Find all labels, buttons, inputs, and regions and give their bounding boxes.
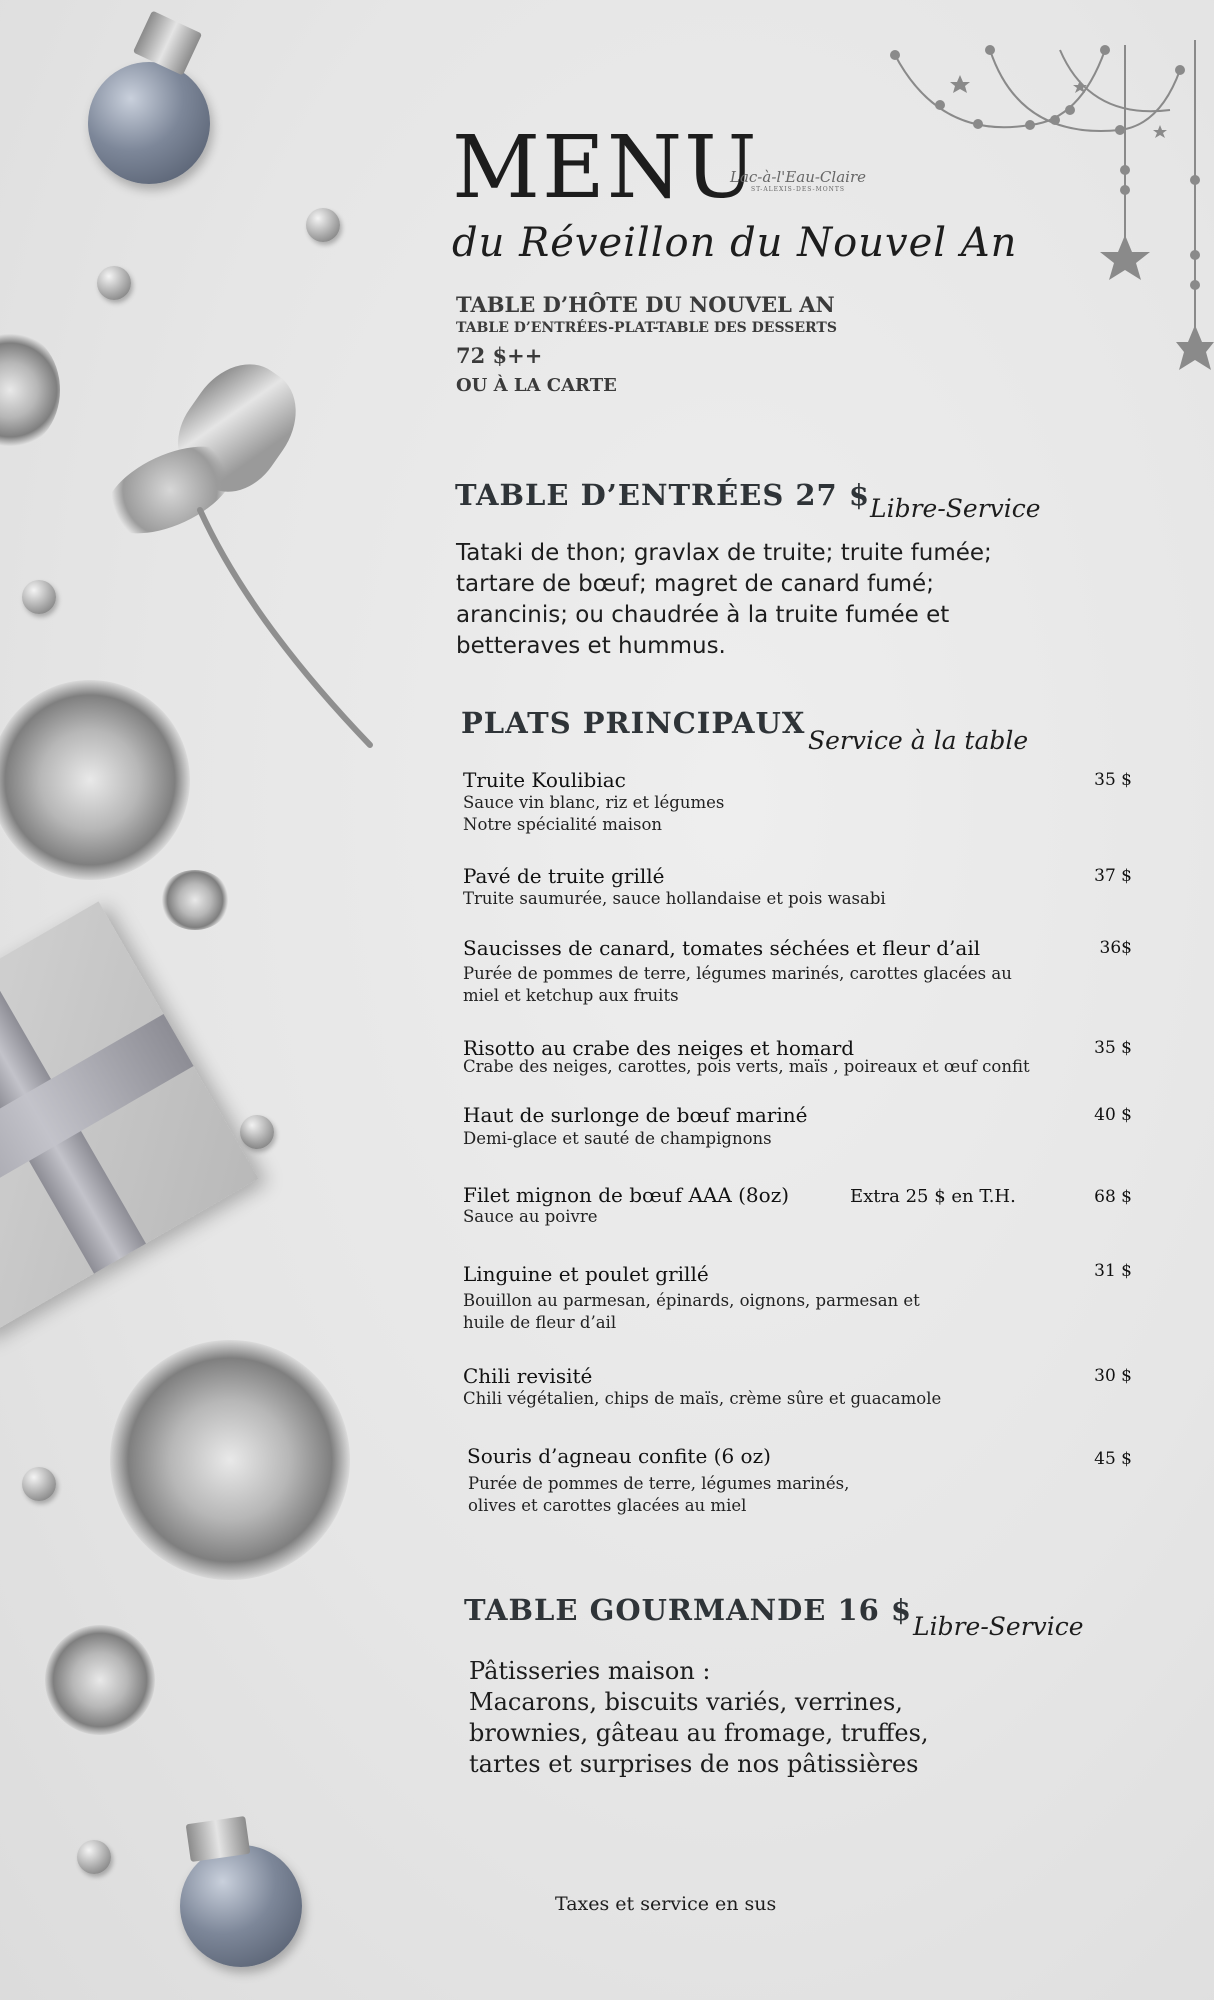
dish-name: Chili revisité <box>463 1364 593 1388</box>
dish-description <box>463 888 886 910</box>
logo-tagline: ST-ALEXIS-DES-MONTS <box>750 186 846 193</box>
pine-cone <box>160 870 230 930</box>
pine-cone <box>0 680 190 880</box>
taxes-footer: Taxes et service en sus <box>555 1893 777 1915</box>
dish-price: 35 $ <box>1094 770 1132 790</box>
desserts-title: TABLE GOURMANDE 16 $ <box>464 1593 913 1627</box>
dish-desc-line: Crabe des neiges, carottes, pois verts, maïs , poireaux et œuf confit <box>463 1057 1030 1076</box>
dish-description <box>463 963 1012 1007</box>
a-la-carte-label: OU À LA CARTE <box>456 375 617 396</box>
hanging-stars-decoration <box>880 30 1214 370</box>
dish-price: 68 $ <box>1094 1187 1132 1207</box>
restaurant-logo <box>730 168 866 193</box>
dish-name: Truite Koulibiac <box>463 768 626 792</box>
pine-cone <box>0 330 60 450</box>
dish-name: Risotto au crabe des neiges et homard <box>463 1036 855 1060</box>
table-dhote-heading: TABLE D’HÔTE DU NOUVEL AN <box>456 292 835 317</box>
entrees-line: betteraves et hummus. <box>456 633 726 659</box>
gift-box <box>0 901 259 1338</box>
pine-cone <box>110 1340 350 1580</box>
dish-description <box>463 1128 772 1150</box>
bead <box>306 208 340 242</box>
bead <box>240 1115 274 1149</box>
dish-extra-note: Extra 25 $ en T.H. <box>850 1186 1016 1207</box>
dish-desc-line: Sauce vin blanc, riz et légumes <box>463 793 725 812</box>
pine-cone <box>45 1625 155 1735</box>
desserts-line: Macarons, biscuits variés, verrines, <box>469 1688 903 1716</box>
desserts-line: brownies, gâteau au fromage, truffes, <box>469 1719 929 1747</box>
desserts-line: tartes et surprises de nos pâtissières <box>469 1750 919 1778</box>
dish-price: 36$ <box>1099 938 1132 958</box>
dish-description <box>463 792 724 836</box>
entrees-note: Libre-Service <box>870 494 1041 523</box>
mains-note: Service à la table <box>808 726 1029 755</box>
acorn-stem <box>190 500 390 760</box>
dish-desc-line: Bouillon au parmesan, épinards, oignons, parmesan et <box>463 1291 920 1310</box>
dish-desc-line: Sauce au poivre <box>463 1207 598 1226</box>
dish-name: Linguine et poulet grillé <box>463 1262 709 1286</box>
dish-desc-line: Purée de pommes de terre, légumes marinés, carottes glacées au <box>463 964 1012 983</box>
dish-desc-line: Purée de pommes de terre, légumes marinés, <box>468 1474 850 1493</box>
mains-title: PLATS PRINCIPAUX <box>461 706 806 740</box>
dish-price: 30 $ <box>1094 1366 1132 1386</box>
logo-name: Lac-à-l'Eau-Claire <box>730 168 866 186</box>
dish-desc-line: huile de fleur d’ail <box>463 1313 617 1332</box>
dish-name: Filet mignon de bœuf AAA (8oz) <box>463 1183 790 1207</box>
dish-desc-line: Notre spécialité maison <box>463 815 663 834</box>
bead <box>22 580 56 614</box>
bead <box>22 1467 56 1501</box>
dish-price: 31 $ <box>1094 1261 1132 1281</box>
dish-description <box>463 1206 597 1228</box>
dish-desc-line: Demi-glace et sauté de champignons <box>463 1129 772 1148</box>
dish-name: Pavé de truite grillé <box>463 864 665 888</box>
dish-desc-line: miel et ketchup aux fruits <box>463 986 679 1005</box>
entrees-line: tartare de bœuf; magret de canard fumé; <box>456 571 934 597</box>
dish-description <box>468 1473 849 1517</box>
entrees-line: Tataki de thon; gravlax de truite; truite fumée; <box>456 540 992 566</box>
desserts-line: Pâtisseries maison : <box>469 1657 711 1685</box>
table-dhote-price: 72 $++ <box>456 343 543 368</box>
desserts-description <box>469 1656 929 1780</box>
bead <box>77 1840 111 1874</box>
entrees-line: arancinis; ou chaudrée à la truite fumée et <box>456 602 950 628</box>
dish-description <box>463 1056 1030 1078</box>
dish-price: 35 $ <box>1094 1038 1132 1058</box>
dish-desc-line: Truite saumurée, sauce hollandaise et pois wasabi <box>463 889 886 908</box>
dish-name: Saucisses de canard, tomates séchées et fleur d’ail <box>463 936 981 960</box>
dish-description <box>463 1290 920 1334</box>
dish-description <box>463 1388 941 1410</box>
dish-price: 45 $ <box>1094 1449 1132 1469</box>
ornament-ball-bottom <box>180 1845 302 1967</box>
dish-price: 40 $ <box>1094 1105 1132 1125</box>
menu-subtitle: du Réveillon du Nouvel An <box>452 220 1018 266</box>
entrees-description <box>456 538 992 662</box>
dish-name: Souris d’agneau confite (6 oz) <box>467 1444 771 1468</box>
table-dhote-description: TABLE D’ENTRÉES-PLAT-TABLE DES DESSERTS <box>456 320 837 336</box>
ornament-ball-top <box>88 62 210 184</box>
dish-desc-line: olives et carottes glacées au miel <box>468 1496 747 1515</box>
menu-title: MENU <box>452 118 759 218</box>
dish-desc-line: Chili végétalien, chips de maïs, crème sûre et guacamole <box>463 1389 942 1408</box>
desserts-note: Libre-Service <box>913 1612 1084 1641</box>
dish-price: 37 $ <box>1094 866 1132 886</box>
entrees-title: TABLE D’ENTRÉES 27 $ <box>455 478 871 512</box>
bead <box>97 266 131 300</box>
dish-name: Haut de surlonge de bœuf mariné <box>463 1103 808 1127</box>
